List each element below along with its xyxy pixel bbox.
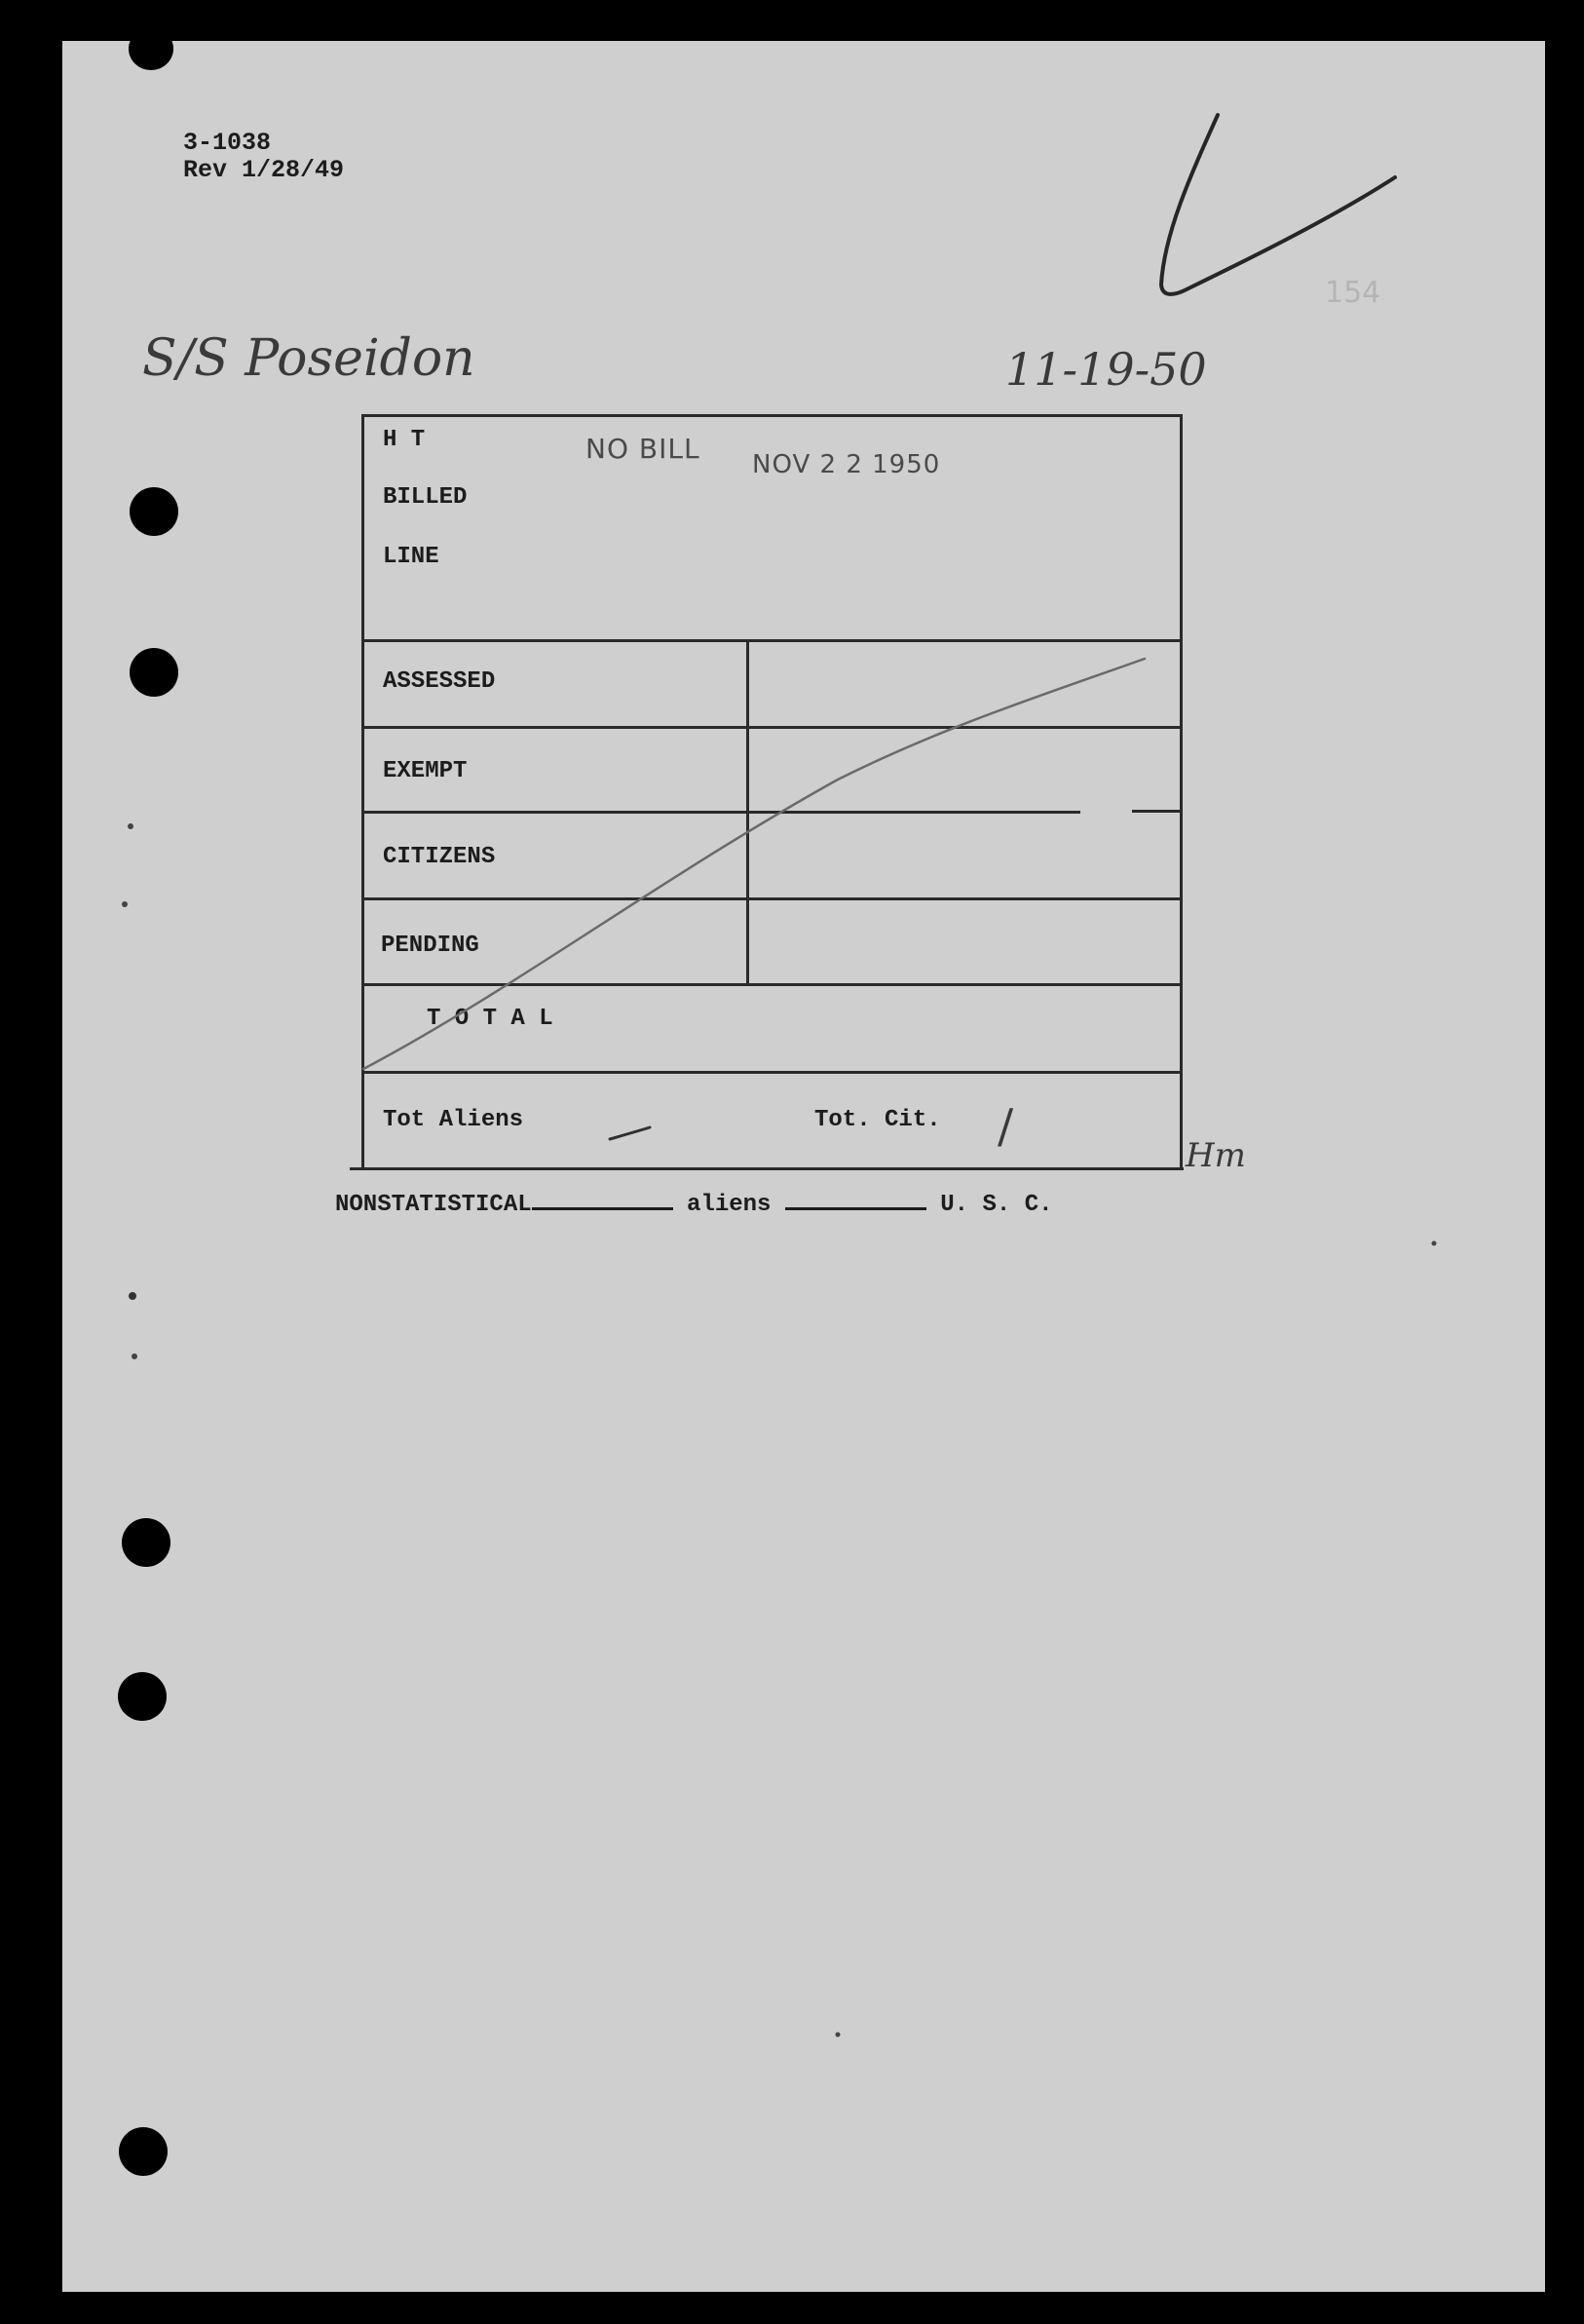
table-row-line [361,983,1183,986]
form-revision: Rev 1/28/49 [183,156,345,184]
table-row-line [361,726,1183,729]
table-row-line [361,897,1183,900]
label-assessed: ASSESSED [383,668,496,695]
punch-hole [118,1672,167,1721]
table-border-top [361,414,1183,417]
form-number: 3-1038 [183,129,272,157]
initials: Hm [1186,1136,1246,1175]
label-pending: PENDING [381,933,479,959]
label-usc: U. S. C. [940,1192,1053,1218]
table-row-line [361,639,1183,642]
no-bill-stamp: NO BILL [585,433,700,465]
faint-page-number: 154 [1325,276,1381,310]
label-total: T O T A L [427,1006,553,1032]
table-border-bottom [350,1167,1184,1170]
label-exempt: EXEMPT [383,758,468,784]
vessel-name: S/S Poseidon [142,329,475,388]
blank-line [532,1207,673,1210]
table-border-right [1180,414,1183,1170]
footer-line [335,1192,1053,1218]
blank-line [785,1207,926,1210]
table-row-line [361,1071,1183,1074]
label-tot-cit: Tot. Cit. [814,1107,941,1133]
label-aliens: aliens [687,1192,772,1218]
table-row-line [361,811,1080,814]
punch-hole [130,648,178,697]
punch-hole [122,1518,170,1567]
label-line: LINE [383,544,439,570]
date-stamp: NOV 2 2 1950 [752,450,941,479]
label-tot-aliens: Tot Aliens [383,1107,524,1133]
table-border-left [361,414,364,1170]
label-citizens: CITIZENS [383,844,496,870]
label-billed: BILLED [383,484,468,511]
punch-hole [129,27,173,70]
table-column-divider [746,639,749,986]
label-ht: H T [383,427,426,453]
handwritten-date: 11-19-50 [1005,343,1207,396]
label-nonstatistical: NONSTATISTICAL [335,1192,532,1218]
tot-cit-mark: / [998,1099,1014,1154]
table-row-line-fragment [1132,810,1181,813]
punch-hole [119,2127,168,2176]
punch-hole [130,487,178,536]
